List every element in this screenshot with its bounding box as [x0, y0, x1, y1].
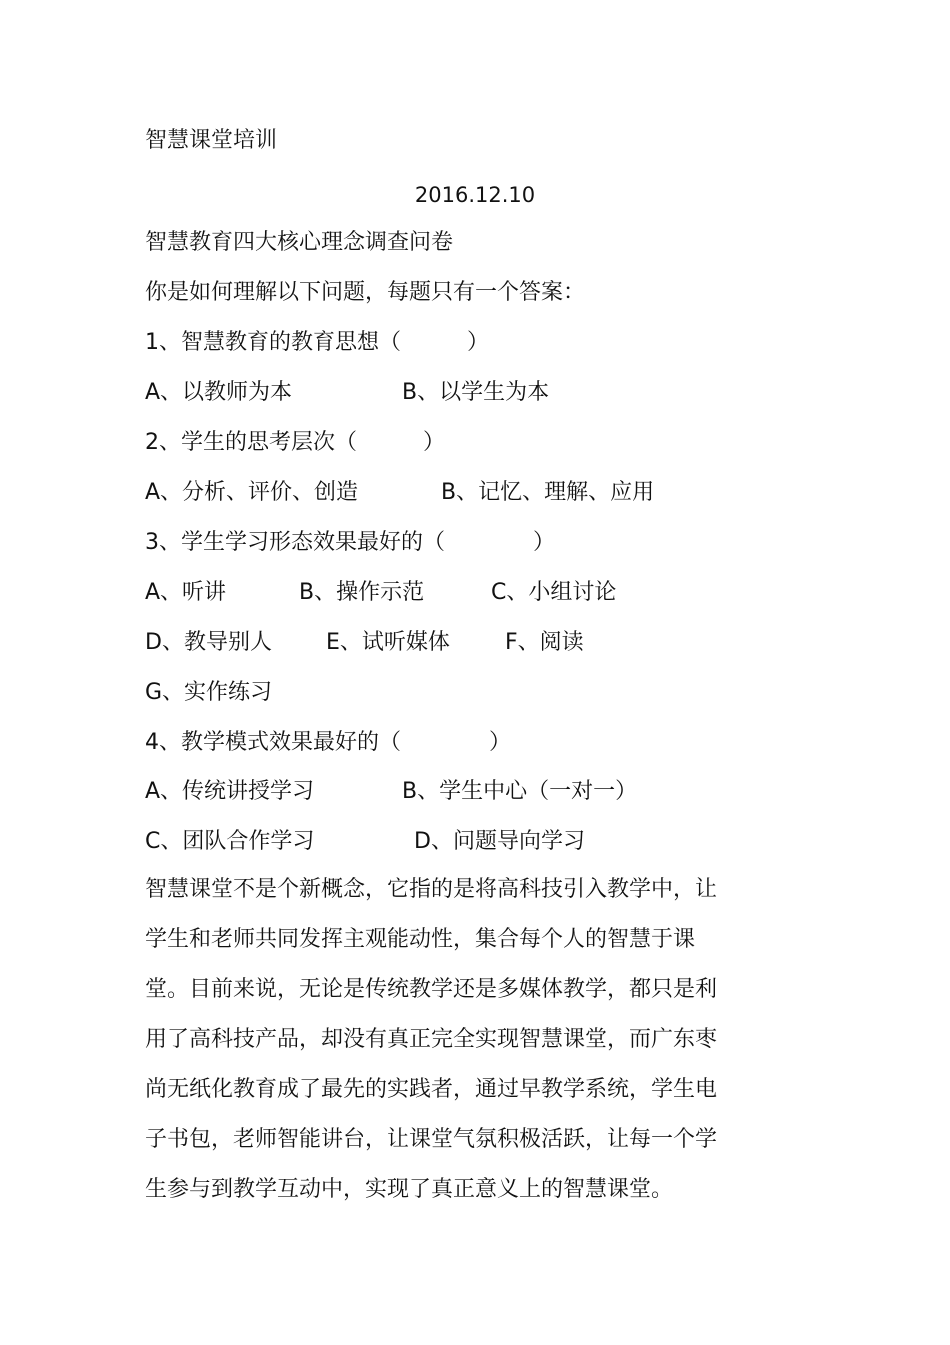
question-3-option-d: D、教导别人 [145, 630, 272, 655]
question-4-option-a: A、传统讲授学习 [145, 779, 315, 804]
question-4-option-b: B、学生中心（一对一） [402, 779, 638, 804]
question-3-option-b: B、操作示范 [299, 580, 425, 605]
question-1-option-b: B、以学生为本 [402, 380, 550, 405]
question-2: 2、学生的思考层次（ ） [145, 430, 445, 455]
question-3-option-a: A、听讲 [145, 580, 227, 605]
paragraph-line: 子书包，老师智能讲台，让课堂气氛积极活跃，让每一个学 [145, 1127, 718, 1152]
question-3-option-g: G、实作练习 [145, 680, 273, 705]
paragraph-line: 学生和老师共同发挥主观能动性，集合每个人的智慧于课 [145, 927, 696, 952]
document-title: 智慧课堂培训 [145, 128, 278, 153]
paragraph-line: 尚无纸化教育成了最先的实践者，通过早教学系统，学生电 [145, 1077, 718, 1102]
paragraph-line: 用了高科技产品，却没有真正完全实现智慧课堂，而广东枣 [145, 1027, 718, 1052]
question-3-option-e: E、试听媒体 [326, 630, 450, 655]
question-3-option-f: F、阅读 [505, 630, 584, 655]
survey-title: 智慧教育四大核心理念调查问卷 [145, 230, 454, 255]
question-2-option-b: B、记忆、理解、应用 [441, 480, 655, 505]
paragraph-line: 智慧课堂不是个新概念，它指的是将高科技引入教学中，让 [145, 877, 718, 902]
question-2-option-a: A、分析、评价、创造 [145, 480, 359, 505]
question-1-option-a: A、以教师为本 [145, 380, 293, 405]
paragraph-line: 堂。目前来说，无论是传统教学还是多媒体教学，都只是利 [145, 977, 718, 1002]
question-4-option-d: D、问题导向学习 [414, 829, 585, 854]
question-1: 1、智慧教育的教育思想（ ） [145, 330, 489, 355]
document-date: 2016.12.10 [414, 183, 536, 207]
question-3-option-c: C、小组讨论 [491, 580, 617, 605]
question-4: 4、教学模式效果最好的（ ） [145, 730, 511, 755]
survey-instruction: 你是如何理解以下问题，每题只有一个答案： [145, 280, 586, 305]
question-4-option-c: C、团队合作学习 [145, 829, 315, 854]
question-3: 3、学生学习形态效果最好的（ ） [145, 530, 555, 555]
paragraph-line: 生参与到教学互动中，实现了真正意义上的智慧课堂。 [145, 1177, 674, 1202]
